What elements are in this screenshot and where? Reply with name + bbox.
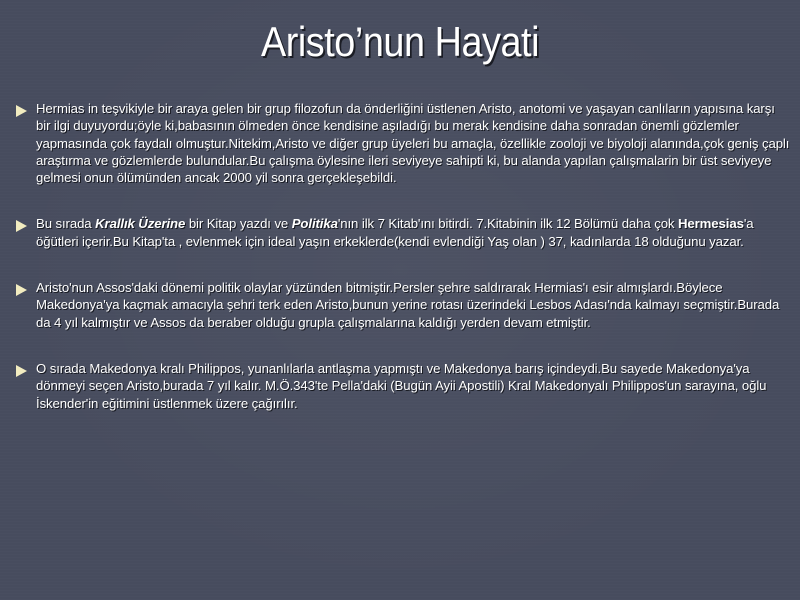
bullet-text [36, 360, 792, 412]
book-title-politika: Politika [291, 216, 338, 232]
bullet-text [36, 100, 792, 186]
triangle-bullet-icon [16, 361, 36, 381]
bullet-text-segment: 'a öğütleri içerir.Bu Kitap'ta , evlenmek için ideal yaşın erkeklerde(kendi evlendiği Yaş olan ) 37, kadınlarda 18 olduğunu yazar. [36, 216, 754, 249]
bullet-item [16, 360, 792, 412]
triangle-bullet-icon [16, 280, 36, 300]
bullet-text [36, 279, 792, 331]
bullet-item [16, 279, 792, 331]
slide-title: Aristo’nun Hayati [260, 18, 540, 65]
bullet-text-segment: Hermias in teşvikiyle bir araya gelen bir grup filozofun da önderliğini üstlenen Aristo, anotomi ve yaşayan canlıların yapısına karşı bir ilgi duyuyordu;öyle ki,babasının ölmeden önce kendisine aşıladığı bu merak kendisine daha sonradan önemli gözlemler yapmasında çok faydalı olmuştur.Nitekim,Aristo ve diğer grup üyeleri bu amaçla, özellikle zooloji ve biyoloji alanında,çok geniş çaplı araştırma ve gözlemlerde bulundular.Bu çalışma öylesine ileri seviyeye sahipti ki, bu alanda yapılan çalışmalarin bir üst seviyeye gelmesi onun ölümünden ancak 2000 yil sonra gerçekleşebildi. [36, 101, 790, 186]
bullet-text [36, 215, 792, 250]
bullet-text-segment: Bu sırada [36, 216, 96, 232]
bullet-text-segment: O sırada Makedonya kralı Philippos, yunanlılarla antlaşma yapmıştı ve Makedonya barış içindeydi.Bu sayede Makedonya'ya dönmeyi seçen Aristo,burada 7 yıl kalır. M.Ö.343'te Pella'daki (Bugün Ayii Apostili) Kral Makedonyalı Philippos'un sarayına, oğlu İskender'in eğitimini üstlenmek üzere çağırılır. [36, 360, 767, 411]
bullet-item [16, 100, 792, 186]
bullet-item [16, 215, 792, 250]
bullet-list [16, 100, 792, 441]
triangle-bullet-icon [16, 101, 36, 121]
triangle-bullet-icon [16, 216, 36, 236]
bullet-text-segment: 'nın ilk 7 Kitab'ını bitirdi. 7.Kitabinin ilk 12 Bölümü daha çok [337, 216, 678, 232]
name-hermesias: Hermesias [677, 216, 744, 232]
book-title-kralik-uzerine: Krallık Üzerine [95, 216, 186, 232]
bullet-text-segment: Aristo'nun Assos'daki dönemi politik olaylar yüzünden bitmiştir.Persler şehre saldırarak Hermias'ı esir almışlardı.Böylece Makedonya'ya kaçmak amacıyla şehri terk eden Aristo,bunun yerine rotası üzerindeki Lesbos Adası'nda kalmayı seçmiştir.Burada da 4 yıl kalmıştır ve Assos da beraber olduğu grupla çalışmalarına kaldığı yerden devam etmiştir. [36, 280, 780, 330]
bullet-text-segment: bir Kitap yazdı ve [185, 216, 292, 232]
